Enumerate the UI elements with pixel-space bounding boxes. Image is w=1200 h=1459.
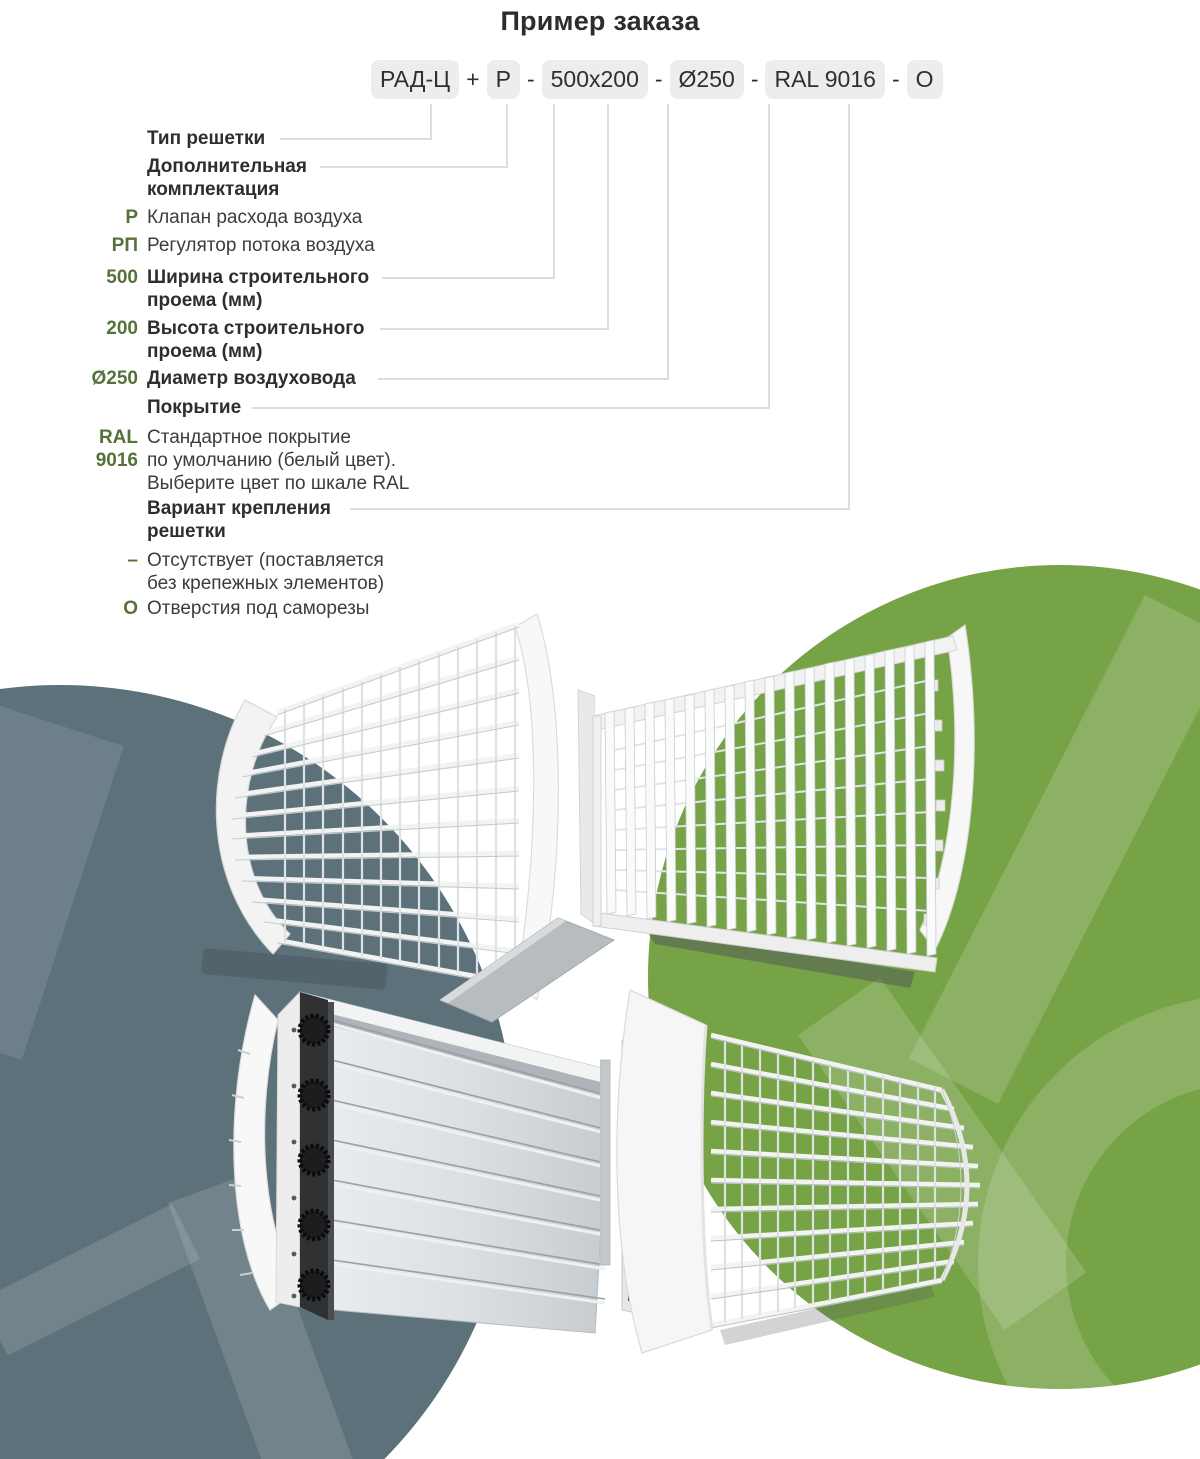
legend-row-ral: RAL 9016 Стандартное покрытие по умолчанию (белый цвет). Выберите цвет по шкале RAL bbox=[95, 427, 410, 494]
code-separator-dash: - bbox=[654, 66, 663, 92]
legend-row-option: Дополнительная комплектация bbox=[147, 156, 307, 200]
code-separator-dash: - bbox=[891, 66, 900, 92]
legend-row-width: 500 Ширина строительного проема (мм) bbox=[106, 267, 370, 311]
slat-bodies bbox=[711, 1035, 980, 1325]
legend-row-coating: Покрытие bbox=[147, 397, 242, 418]
blades bbox=[605, 640, 936, 956]
connector-mounting bbox=[350, 104, 850, 510]
code-separator-plus: + bbox=[466, 66, 480, 92]
legend-row-height: 200 Высота строительного проема (мм) bbox=[106, 318, 365, 362]
code-segment-diameter: Ø250 bbox=[670, 60, 744, 99]
legend-row-mounting: Вариант крепления решетки bbox=[147, 498, 331, 542]
code-separator-dash: - bbox=[526, 66, 535, 92]
legend-row-regulator: РП Регулятор потока воздуха bbox=[111, 235, 375, 256]
gray-circle-watermark-highlight bbox=[0, 685, 124, 1060]
code-segment-option: Р bbox=[487, 60, 520, 99]
page-title: Пример заказа bbox=[500, 6, 700, 36]
legend-row-valve: Р Клапан расхода воздуха bbox=[125, 207, 363, 228]
code-segment-grille-type: РАД-Ц bbox=[371, 60, 459, 99]
gray-circle-watermark-band bbox=[0, 1204, 200, 1356]
code-segment-size: 500x200 bbox=[542, 60, 648, 99]
order-code-bar bbox=[371, 60, 943, 99]
damper-module-photo bbox=[210, 960, 615, 1352]
legend-row-screw-holes: О Отверстия под саморезы bbox=[123, 598, 370, 619]
grille-photo-back-blades bbox=[585, 620, 985, 998]
code-separator-dash: - bbox=[750, 66, 759, 92]
code-segment-mounting: О bbox=[907, 60, 943, 99]
code-segment-ral-color: RAL 9016 bbox=[765, 60, 884, 99]
grille-photo-curved-right bbox=[600, 985, 995, 1377]
legend-row-no-mounting: – Отсутствует (поставляется без крепежных элементов) bbox=[127, 550, 385, 594]
legend-row-grille-type: Тип решетки bbox=[147, 128, 266, 149]
legend-row-diameter: Ø250 Диаметр воздуховода bbox=[91, 368, 356, 389]
